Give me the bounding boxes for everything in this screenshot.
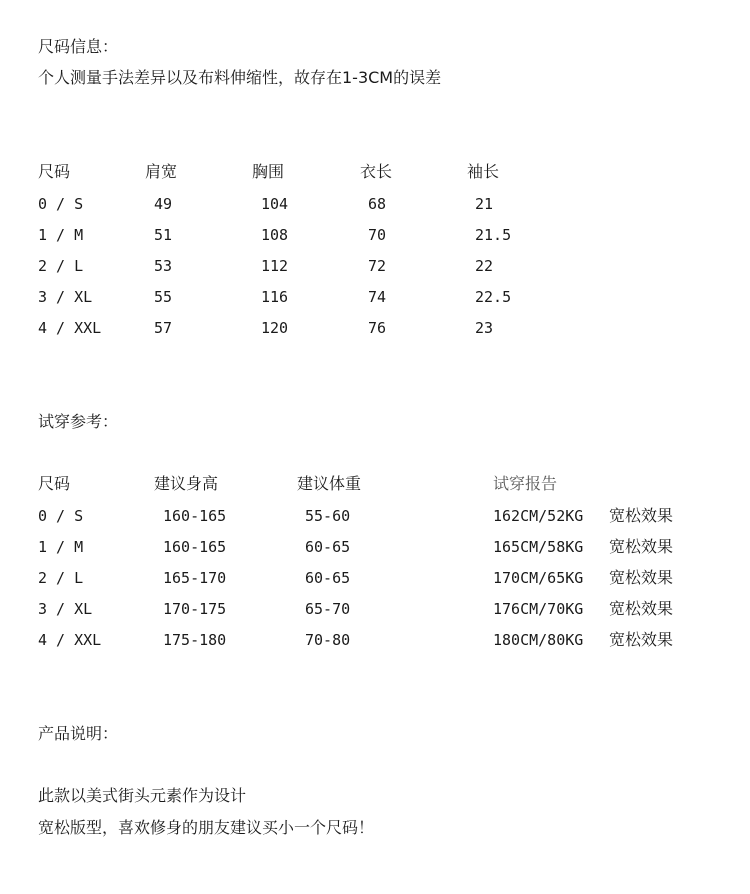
fit-effect: 宽松效果	[609, 599, 674, 618]
product-description-line: 此款以美式街头元素作为设计	[38, 786, 247, 805]
size-label: 1 / M	[38, 538, 84, 556]
height-range: 175-180	[163, 631, 227, 649]
height-range: 160-165	[163, 538, 227, 556]
height-range: 160-165	[163, 507, 227, 525]
fit-effect: 宽松效果	[609, 537, 674, 556]
weight-range: 70-80	[305, 631, 351, 649]
sleeve-value: 22.5	[475, 288, 512, 306]
table-row	[0, 568, 750, 588]
size-label: 2 / L	[38, 569, 84, 587]
header-sleeve: 袖长	[467, 162, 500, 181]
header-shoulder: 肩宽	[145, 162, 178, 181]
table-row	[0, 599, 750, 619]
table-row	[0, 318, 750, 338]
length-value: 72	[368, 257, 387, 275]
weight-range: 55-60	[305, 507, 351, 525]
length-value: 76	[368, 319, 387, 337]
fit-table-header	[0, 474, 750, 494]
weight-range: 65-70	[305, 600, 351, 618]
fit-effect: 宽松效果	[609, 506, 674, 525]
chest-value: 108	[261, 226, 289, 244]
size-label: 2 / L	[38, 257, 84, 275]
chest-value: 112	[261, 257, 289, 275]
sleeve-value: 22	[475, 257, 494, 275]
fit-reference-heading: 试穿参考：	[38, 412, 119, 431]
size-label: 0 / S	[38, 507, 84, 525]
fit-effect: 宽松效果	[609, 630, 674, 649]
length-value: 74	[368, 288, 387, 306]
header-length: 衣长	[360, 162, 393, 181]
weight-range: 60-65	[305, 569, 351, 587]
size-label: 4 / XXL	[38, 631, 102, 649]
size-label: 3 / XL	[38, 288, 93, 306]
shoulder-value: 51	[154, 226, 173, 244]
weight-range: 60-65	[305, 538, 351, 556]
size-label: 0 / S	[38, 195, 84, 213]
tester-stats: 162CM/52KG	[493, 507, 584, 525]
sleeve-value: 21.5	[475, 226, 512, 244]
table-row	[0, 287, 750, 307]
size-info-heading: 尺码信息：	[38, 37, 119, 56]
length-value: 68	[368, 195, 387, 213]
product-description-line: 宽松版型，喜欢修身的朋友建议买小一个尺码！	[38, 818, 375, 837]
sleeve-value: 23	[475, 319, 494, 337]
table-row	[0, 225, 750, 245]
sleeve-value: 21	[475, 195, 494, 213]
tester-stats: 165CM/58KG	[493, 538, 584, 556]
shoulder-value: 55	[154, 288, 173, 306]
tester-stats: 176CM/70KG	[493, 600, 584, 618]
tester-stats: 180CM/80KG	[493, 631, 584, 649]
header-size: 尺码	[38, 162, 71, 181]
shoulder-value: 57	[154, 319, 173, 337]
length-value: 70	[368, 226, 387, 244]
size-label: 3 / XL	[38, 600, 93, 618]
table-row	[0, 506, 750, 526]
table-row	[0, 256, 750, 276]
height-range: 165-170	[163, 569, 227, 587]
size-table-header	[0, 162, 750, 182]
size-label: 1 / M	[38, 226, 84, 244]
tester-stats: 170CM/65KG	[493, 569, 584, 587]
table-row	[0, 537, 750, 557]
size-label: 4 / XXL	[38, 319, 102, 337]
shoulder-value: 49	[154, 195, 173, 213]
header-chest: 胸围	[252, 162, 285, 181]
header-fit-report: 试穿报告	[493, 474, 558, 493]
fit-effect: 宽松效果	[609, 568, 674, 587]
table-row	[0, 630, 750, 650]
table-row	[0, 194, 750, 214]
chest-value: 116	[261, 288, 289, 306]
header-size: 尺码	[38, 474, 71, 493]
shoulder-value: 53	[154, 257, 173, 275]
height-range: 170-175	[163, 600, 227, 618]
product-description-heading: 产品说明：	[38, 724, 119, 743]
header-weight: 建议体重	[297, 474, 362, 493]
chest-value: 120	[261, 319, 289, 337]
chest-value: 104	[261, 195, 289, 213]
measurement-note: 个人测量手法差异以及布料伸缩性，故存在1-3CM的误差	[38, 68, 442, 87]
header-height: 建议身高	[154, 474, 219, 493]
